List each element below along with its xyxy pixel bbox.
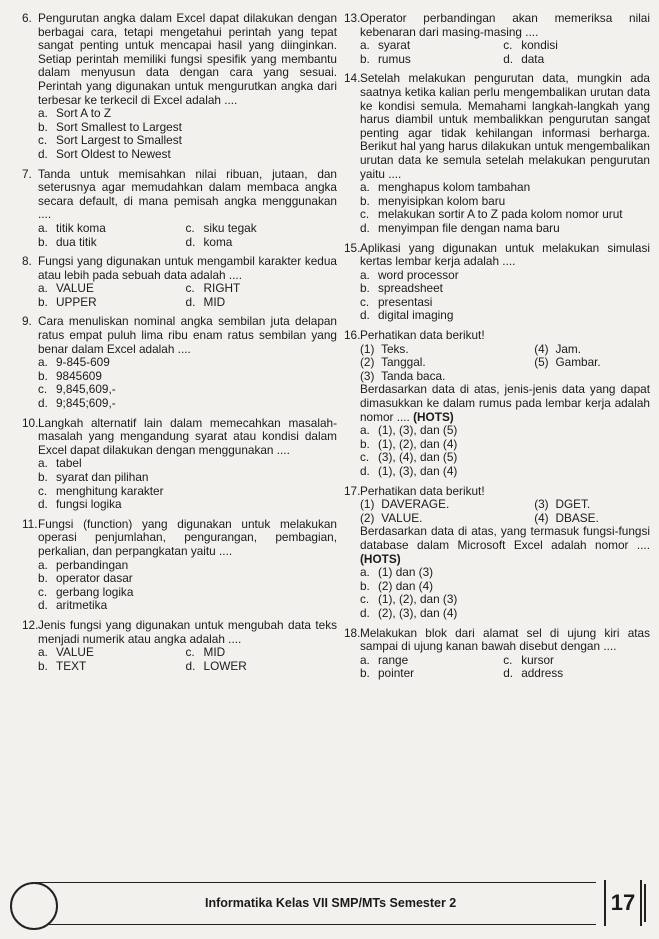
question-followup: Berdasarkan data di atas, jenis-jenis data yang dapat dimasukkan ke dalam rumus pada lembar kerja adalah nomor .... (HOTS) <box>360 382 650 424</box>
data-items <box>344 498 650 525</box>
question-text: Melakukan blok dari alamat sel di ujung kiri atas sampai di ujung kanan bawah disebut dengan .... <box>360 625 650 654</box>
question-8 <box>22 255 337 309</box>
option-c[interactable]: c. MID <box>185 645 226 660</box>
option-d[interactable]: d. data <box>503 51 545 66</box>
options <box>22 356 337 410</box>
option-d[interactable]: d. address <box>503 666 564 681</box>
option-c[interactable]: c. siku tegak <box>185 220 257 235</box>
hots-tag: (HOTS) <box>360 551 401 566</box>
question-17 <box>344 485 650 621</box>
option-d[interactable]: d. menyimpan file dengan nama baru <box>360 220 560 235</box>
option-c[interactable]: c. kursor <box>503 652 554 667</box>
question-followup: Berdasarkan data di atas, yang termasuk fungsi-fungsi database dalam Microsoft Excel adalah nomor .... (HOTS) <box>360 524 650 566</box>
option-d[interactable]: d. Sort Oldest to Newest <box>38 146 171 161</box>
options <box>22 646 337 673</box>
option-c[interactable]: c. gerbang logika <box>38 584 134 599</box>
option-a[interactable]: a. menghapus kolom tambahan <box>360 180 531 195</box>
options <box>344 654 650 681</box>
option-a[interactable]: a. VALUE <box>38 281 94 296</box>
question-6 <box>22 12 337 162</box>
options <box>344 566 650 620</box>
question-number: 15. <box>344 240 361 255</box>
question-text: Perhatikan data berikut! <box>360 328 485 343</box>
data-item: (3) Tanda baca. <box>360 368 446 383</box>
data-item: (5) Gambar. <box>534 355 601 370</box>
options <box>22 457 337 511</box>
data-item: (4) DBASE. <box>534 510 599 525</box>
question-number: 13. <box>344 11 361 25</box>
data-item: (2) VALUE. <box>360 510 423 525</box>
option-c[interactable]: c. RIGHT <box>185 281 241 296</box>
options <box>22 559 337 613</box>
footer-circle-ornament <box>10 882 58 930</box>
data-item: (3) DGET. <box>534 497 591 512</box>
question-text: Tanda untuk memisahkan nilai ribuan, jutaan, dan seterusnya agar memudahkan dalam membaca angka secara default, di mana pemisah angka menggunakan .... <box>38 166 337 222</box>
option-c[interactable]: c. presentasi <box>360 294 433 309</box>
option-a[interactable]: a. range <box>360 652 409 667</box>
question-15 <box>344 242 650 324</box>
options <box>344 39 650 66</box>
option-d[interactable]: d. 9;845;609,- <box>38 396 116 411</box>
option-b[interactable]: b. operator dasar <box>38 571 133 586</box>
option-d[interactable]: d. digital imaging <box>360 308 454 323</box>
option-a[interactable]: a. perbandingan <box>38 557 129 572</box>
option-c[interactable]: c. (3), (4), dan (5) <box>360 450 458 465</box>
question-text: Langkah alternatif lain dalam memecahkan masalah-masalah yang mengandung syarat atau kondisi dalam Excel dapat dilakukan dengan menggunakan .... <box>38 415 337 457</box>
options <box>22 222 337 249</box>
question-number: 16. <box>344 328 361 343</box>
page-number: 17 <box>604 880 642 926</box>
option-c[interactable]: c. Sort Largest to Smallest <box>38 133 182 148</box>
data-item: (1) Teks. <box>360 341 409 356</box>
question-text: Perhatikan data berikut! <box>360 483 485 498</box>
options <box>22 282 337 309</box>
question-text: Jenis fungsi yang digunakan untuk mengubah data teks menjadi numerik atau angka adalah .... <box>38 617 337 646</box>
question-number: 12. <box>22 617 39 632</box>
question-text: Aplikasi yang digunakan untuk melakukan simulasi kertas lembar kerja adalah .... <box>360 240 650 269</box>
question-number: 18. <box>344 625 361 640</box>
option-b[interactable]: b. (1), (2), dan (4) <box>360 436 458 451</box>
options <box>344 269 650 323</box>
data-item: (2) Tanggal. <box>360 355 426 370</box>
option-b[interactable]: b. (2) dan (4) <box>360 578 434 593</box>
footer-rule-top <box>36 882 596 883</box>
question-10 <box>22 417 337 512</box>
question-9 <box>22 315 337 410</box>
option-b[interactable]: b. menyisipkan kolom baru <box>360 193 506 208</box>
question-text: Cara menuliskan nominal angka sembilan juta delapan ratus empat puluh lima ribu enam ratus sembilan yang benar dalam Excel adalah .... <box>38 314 337 356</box>
option-b[interactable]: b. 9845609 <box>38 368 102 383</box>
options <box>344 181 650 235</box>
page-footer <box>0 874 659 934</box>
option-a[interactable]: a. VALUE <box>38 645 94 660</box>
question-number: 17. <box>344 483 361 498</box>
option-b[interactable]: b. rumus <box>360 51 411 66</box>
option-a[interactable]: a. Sort A to Z <box>38 106 112 121</box>
option-c[interactable]: c. menghitung karakter <box>38 483 164 498</box>
hots-tag: (HOTS) <box>413 409 454 424</box>
book-title: Informatika Kelas VII SMP/MTs Semester 2 <box>205 896 457 910</box>
option-c[interactable]: c. (1), (2), dan (3) <box>360 592 458 607</box>
question-16 <box>344 329 650 479</box>
question-13 <box>344 12 650 66</box>
footer-rule-bottom <box>36 924 596 925</box>
option-b[interactable]: b. spreadsheet <box>360 281 443 296</box>
option-b[interactable]: b. syarat dan pilihan <box>38 470 149 484</box>
question-text: Fungsi (function) yang digunakan untuk melakukan operasi penjumlahan, pengurangan, pembagian, perkalian, dan perpangkatan yaitu .... <box>38 516 337 558</box>
left-column <box>22 12 337 679</box>
option-c[interactable]: c. melakukan sortir A to Z pada kolom nomor urut <box>360 207 623 222</box>
question-number: 14. <box>344 71 361 86</box>
option-a[interactable]: a. syarat <box>360 38 411 53</box>
options <box>344 424 650 478</box>
option-a[interactable]: a. (1) dan (3) <box>360 565 434 580</box>
option-a[interactable]: a. titik koma <box>38 220 106 235</box>
question-text: Setelah melakukan pengurutan data, mungkin ada saatnya ketika kalian perlu mengembalikan urutan data ke kondisi semula. Memahami langkah-langkah yang harus diambil untuk membalikkan pengurutan sangat penting agar tidak kehilangan informasi berharga. Berikut hal yang harus dilakukan untuk mengembalikan urutan data ke semula setelah melakukan pengurutan yaitu .... <box>360 71 650 181</box>
question-number: 11. <box>22 516 38 531</box>
option-d[interactable]: d. koma <box>185 234 233 249</box>
option-c[interactable]: c. 9,845,609,- <box>38 382 116 397</box>
data-item: (1) DAVERAGE. <box>360 497 450 512</box>
data-item: (4) Jam. <box>534 341 582 356</box>
option-a[interactable]: a. (1), (3), dan (5) <box>360 423 458 438</box>
question-number: 9. <box>22 314 32 329</box>
page-tab-ornament <box>644 884 658 922</box>
option-d[interactable]: d. (1), (3), dan (4) <box>360 464 458 478</box>
option-b[interactable]: b. Sort Smallest to Largest <box>38 119 182 134</box>
question-text: Operator perbandingan akan memeriksa nilai kebenaran dari masing-masing .... <box>360 11 650 39</box>
question-7 <box>22 168 337 250</box>
option-c[interactable]: c. kondisi <box>503 38 558 53</box>
option-d[interactable]: d. LOWER <box>185 658 247 673</box>
question-text: Fungsi yang digunakan untuk mengambil karakter kedua atau lebih pada sebuah data adalah .... <box>38 254 337 282</box>
right-column <box>344 12 650 687</box>
question-12 <box>22 619 337 673</box>
option-d[interactable]: d. aritmetika <box>38 598 108 613</box>
options <box>22 107 337 161</box>
option-b[interactable]: b. UPPER <box>38 294 97 309</box>
question-18 <box>344 627 650 681</box>
question-text: Pengurutan angka dalam Excel dapat dilakukan dengan berbagai cara, tetapi mengetahui perintah yang tepat sangat penting untuk mencapai hasil yang diinginkan. Setiap perintah memiliki fungsi spesifik yang membantu dalam menyusun data dengan cara yang sesuai. Perintah yang digunakan untuk mengurutkan angka dari terbesar ke terkecil di Excel adalah .... <box>38 11 337 107</box>
option-d[interactable]: d. MID <box>185 294 226 309</box>
data-items <box>344 343 650 384</box>
question-number: 8. <box>22 254 32 269</box>
option-a[interactable]: a. 9-845-609 <box>38 355 110 370</box>
question-14 <box>344 72 650 235</box>
option-d[interactable]: d. (2), (3), dan (4) <box>360 605 458 620</box>
question-number: 10. <box>22 415 39 430</box>
option-b[interactable]: b. dua titik <box>38 234 97 249</box>
option-a[interactable]: a. tabel <box>38 456 82 471</box>
question-number: 7. <box>22 166 32 181</box>
question-number: 6. <box>22 11 32 25</box>
option-a[interactable]: a. word processor <box>360 267 459 282</box>
question-11 <box>22 518 337 613</box>
option-d[interactable]: d. fungsi logika <box>38 497 122 512</box>
option-b[interactable]: b. pointer <box>360 666 415 681</box>
option-b[interactable]: b. TEXT <box>38 658 87 673</box>
